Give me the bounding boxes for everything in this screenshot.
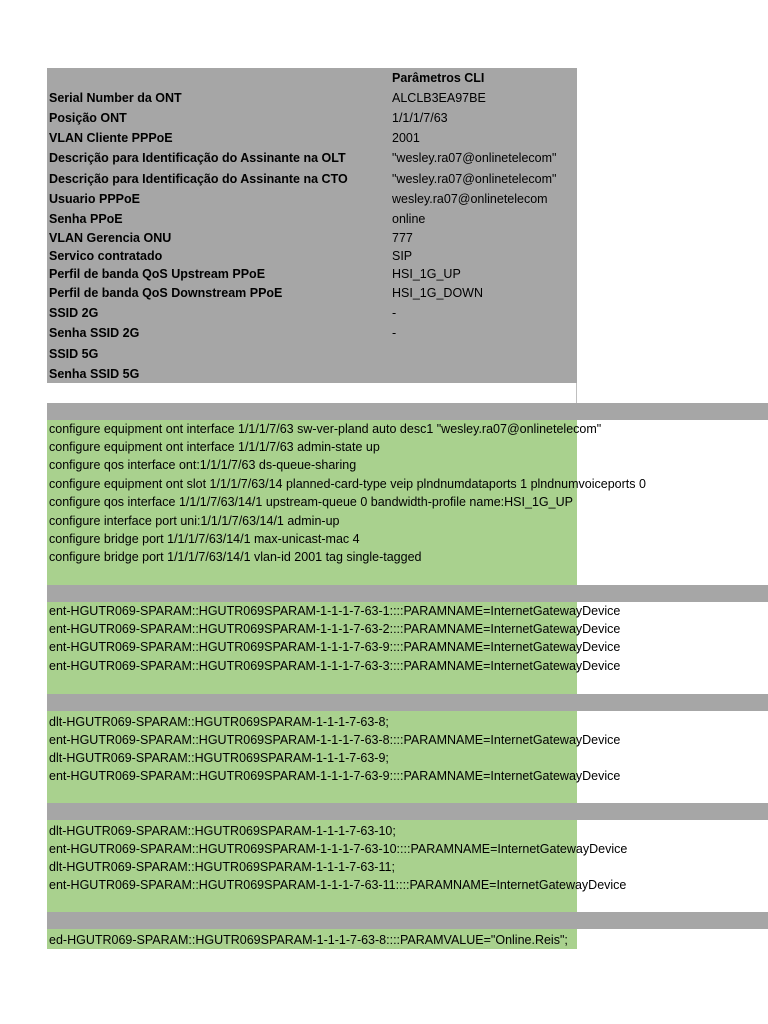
separator-band (47, 403, 768, 420)
command-line: ent-HGUTR069-SPARAM::HGUTR069SPARAM-1-1-1-7-63-3::::PARAMNAME=InternetGatewayDevice (49, 659, 621, 673)
param-value: ALCLB3EA97BE (392, 91, 486, 105)
param-row-user-pppoe (47, 189, 577, 209)
param-row-desc-cto (47, 169, 577, 189)
config-commands-block (47, 420, 646, 585)
param-value: SIP (392, 249, 413, 263)
param-row-service (47, 246, 577, 266)
param-value: wesley.ra07@onlinetelecom (392, 192, 548, 206)
command-line: ent-HGUTR069-SPARAM::HGUTR069SPARAM-1-1-1-7-63-9::::PARAMNAME=InternetGatewayDevice (49, 640, 621, 654)
command-line: configure equipment ont interface 1/1/1/7/63 sw-ver-pland auto desc1 "wesley.ra07@onlinetelecom" (49, 422, 602, 436)
param-value: - (392, 306, 397, 320)
param-value: 777 (392, 231, 413, 245)
param-value: HSI_1G_UP (392, 267, 461, 281)
command-line: ed-HGUTR069-SPARAM::HGUTR069SPARAM-1-1-1-7-63-8::::PARAMVALUE="Online.Reis"; (49, 933, 568, 947)
command-line: ent-HGUTR069-SPARAM::HGUTR069SPARAM-1-1-1-7-63-2::::PARAMNAME=InternetGatewayDevice (49, 622, 621, 636)
tr069-dlt-ent-block-8-9 (47, 711, 621, 803)
separator-band (47, 912, 768, 929)
tr069-ed-block (47, 929, 577, 949)
param-row-pass-5g (47, 364, 577, 384)
command-line: dlt-HGUTR069-SPARAM::HGUTR069SPARAM-1-1-1-7-63-9; (49, 751, 389, 765)
param-label: SSID 5G (49, 347, 99, 361)
command-line: ent-HGUTR069-SPARAM::HGUTR069SPARAM-1-1-1-7-63-9::::PARAMNAME=InternetGatewayDevice (49, 769, 621, 783)
params-header-row (47, 68, 577, 88)
command-line: configure equipment ont slot 1/1/1/7/63/14 planned-card-type veip plndnumdataports 1 plndnumvoiceports 0 (49, 477, 646, 491)
params-header: Parâmetros CLI (392, 71, 485, 85)
parameters-table (47, 68, 577, 383)
command-line: dlt-HGUTR069-SPARAM::HGUTR069SPARAM-1-1-1-7-63-10; (49, 824, 396, 838)
param-label: VLAN Gerencia ONU (49, 231, 172, 245)
command-line: ent-HGUTR069-SPARAM::HGUTR069SPARAM-1-1-1-7-63-1::::PARAMNAME=InternetGatewayDevice (49, 604, 621, 618)
param-row-ssid-5g (47, 344, 577, 364)
param-row-qos-down (47, 283, 577, 303)
param-label: Descrição para Identificação do Assinante na CTO (49, 172, 348, 186)
param-value: "wesley.ra07@onlinetelecom" (392, 172, 557, 186)
separator-band (47, 803, 768, 820)
param-value: online (392, 212, 426, 226)
tr069-dlt-ent-block-10-11 (47, 820, 628, 912)
tr069-ent-block (47, 602, 621, 694)
param-label: SSID 2G (49, 306, 99, 320)
param-label: Perfil de banda QoS Upstream PPoE (49, 267, 266, 281)
param-value: HSI_1G_DOWN (392, 286, 483, 300)
param-label: Descrição para Identificação do Assinante na OLT (49, 151, 346, 165)
param-row-vlan-mgmt (47, 228, 577, 248)
param-row-pass-2g (47, 323, 577, 343)
command-line: configure qos interface ont:1/1/1/7/63 ds-queue-sharing (49, 458, 357, 472)
command-line: configure bridge port 1/1/1/7/63/14/1 max-unicast-mac 4 (49, 532, 360, 546)
command-line: dlt-HGUTR069-SPARAM::HGUTR069SPARAM-1-1-1-7-63-8; (49, 715, 389, 729)
command-line: configure equipment ont interface 1/1/1/7/63 admin-state up (49, 440, 380, 454)
separator-band (47, 585, 768, 602)
param-label: VLAN Cliente PPPoE (49, 131, 173, 145)
param-label: Perfil de banda QoS Downstream PPoE (49, 286, 283, 300)
param-row-password-ppoe (47, 209, 577, 229)
param-value: - (392, 326, 397, 340)
command-line: configure bridge port 1/1/1/7/63/14/1 vlan-id 2001 tag single-tagged (49, 550, 422, 564)
param-label: Posição ONT (49, 111, 127, 125)
param-value: "wesley.ra07@onlinetelecom" (392, 151, 557, 165)
param-row-desc-olt (47, 148, 577, 168)
command-line: ent-HGUTR069-SPARAM::HGUTR069SPARAM-1-1-1-7-63-8::::PARAMNAME=InternetGatewayDevice (49, 733, 621, 747)
command-line: configure qos interface 1/1/1/7/63/14/1 upstream-queue 0 bandwidth-profile name:HSI_1G_UP (49, 495, 573, 509)
separator-band (47, 694, 768, 711)
param-row-ssid-2g (47, 303, 577, 323)
param-label: Usuario PPPoE (49, 192, 140, 206)
command-line: dlt-HGUTR069-SPARAM::HGUTR069SPARAM-1-1-1-7-63-11; (49, 860, 395, 874)
param-label: Senha SSID 2G (49, 326, 140, 340)
param-label: Serial Number da ONT (49, 91, 182, 105)
param-row-position (47, 108, 577, 128)
spacer-cell (47, 383, 577, 403)
param-row-qos-up (47, 264, 577, 284)
command-line: ent-HGUTR069-SPARAM::HGUTR069SPARAM-1-1-1-7-63-11::::PARAMNAME=InternetGatewayDevice (49, 878, 627, 892)
param-value: 2001 (392, 131, 420, 145)
param-label: Senha PPoE (49, 212, 123, 226)
param-row-serial (47, 88, 577, 108)
param-label: Servico contratado (49, 249, 163, 263)
command-line: configure interface port uni:1/1/1/7/63/14/1 admin-up (49, 514, 340, 528)
command-line: ent-HGUTR069-SPARAM::HGUTR069SPARAM-1-1-1-7-63-10::::PARAMNAME=InternetGatewayDevice (49, 842, 628, 856)
param-row-vlan-pppoe (47, 128, 577, 148)
param-value: 1/1/1/7/63 (392, 111, 448, 125)
param-label: Senha SSID 5G (49, 367, 140, 381)
